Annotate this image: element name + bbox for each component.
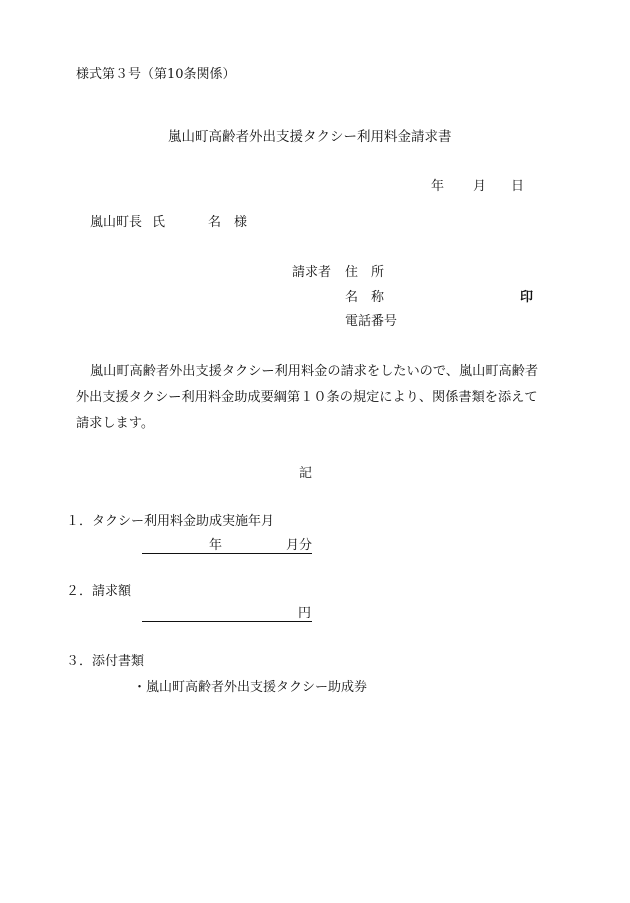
body-line-1: 嵐山町高齢者外出支援タクシー利用料金の請求をしたいので、嵐山町高齢者: [90, 364, 539, 379]
body-line-3: 請求します。: [76, 416, 155, 431]
addressee-title: 嵐山町長: [90, 215, 143, 230]
item-2-underline: [142, 621, 312, 622]
addressee-shi: 氏: [152, 215, 166, 230]
document-title: 嵐山町高齢者外出支援タクシー利用料金請求書: [168, 129, 452, 145]
claimant-phone-label: 電話番号: [345, 314, 398, 329]
item-1-year: 年: [209, 538, 223, 553]
body-line-2: 外出支援タクシー利用料金助成要綱第１０条の規定により、関係書類を添えて: [76, 390, 538, 405]
date-year: 年: [431, 179, 445, 194]
item-3-label: ３．添付書類: [66, 654, 145, 669]
item-2-yen: 円: [298, 606, 312, 621]
date-day: 日: [511, 179, 525, 194]
claimant-label: 請求者: [292, 265, 332, 280]
addressee-mei: 名: [208, 215, 222, 230]
item-1-month-suffix: 月分: [286, 538, 313, 553]
claimant-name-label: 名 称: [345, 290, 385, 305]
claimant-address-label: 住 所: [345, 265, 385, 280]
item-2-label: ２．請求額: [66, 584, 132, 599]
form-number: 様式第３号（第10条関係）: [76, 67, 236, 82]
ki-heading: 記: [299, 466, 313, 481]
seal-mark: 印: [520, 290, 534, 305]
item-1-label: １．タクシー利用料金助成実施年月: [66, 514, 275, 529]
date-month: 月: [473, 179, 487, 194]
item-1-underline: [142, 553, 312, 554]
addressee-sama: 様: [234, 215, 248, 230]
item-3-attachment: ・嵐山町高齢者外出支援タクシー助成券: [133, 680, 368, 695]
